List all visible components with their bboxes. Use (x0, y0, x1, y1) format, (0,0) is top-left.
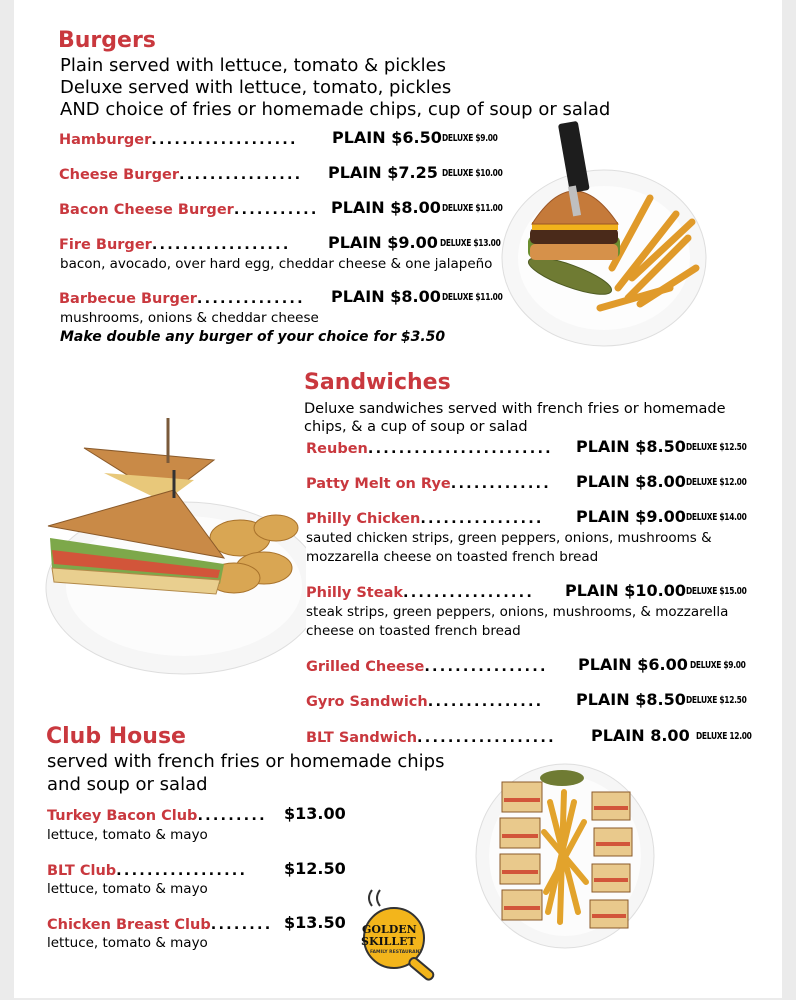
menu-item: BLT Sandwich.................. (306, 730, 556, 746)
item-plain-price: PLAIN $7.25 (328, 163, 438, 182)
burgers-subtitle-3: AND choice of fries or homemade chips, cup of soup or salad (60, 99, 611, 120)
item-name: Reuben (306, 441, 368, 457)
item-deluxe-price: DELUXE $12.00 (686, 477, 747, 488)
item-name: Cheese Burger (59, 167, 180, 183)
item-plain-price: PLAIN $8.50 (576, 690, 686, 709)
menu-item: Cheese Burger................ (59, 167, 303, 183)
item-name: Fire Burger (59, 237, 152, 253)
menu-page (14, 0, 782, 998)
menu-item: Fire Burger.................. (59, 237, 291, 253)
item-deluxe-price: DELUXE 12.00 (696, 731, 752, 742)
item-name: Bacon Cheese Burger (59, 202, 234, 218)
item-name: Chicken Breast Club (47, 917, 211, 933)
menu-item: BLT Club................. (47, 863, 248, 879)
item-deluxe-price: DELUXE $11.00 (442, 292, 503, 303)
item-description: lettuce, tomato & mayo (47, 827, 208, 843)
item-price: $13.50 (284, 913, 346, 932)
item-deluxe-price: DELUXE $10.00 (442, 168, 503, 179)
item-deluxe-price: DELUXE $9.00 (442, 133, 498, 144)
item-description: steak strips, green peppers, onions, mushrooms, & mozzarella (306, 604, 729, 620)
item-plain-price: PLAIN $9.00 (576, 507, 686, 526)
burgers-subtitle-2: Deluxe served with lettuce, tomato, pickles (60, 77, 452, 98)
menu-item: Hamburger................... (59, 132, 298, 148)
logo-line-1: GOLDEN (362, 923, 417, 936)
item-plain-price: PLAIN $8.00 (331, 198, 441, 217)
item-name: Philly Chicken (306, 511, 421, 527)
sandwiches-subtitle-2: chips, & a cup of soup or salad (304, 419, 528, 435)
burgers-subtitle-1: Plain served with lettuce, tomato & pickles (60, 55, 447, 76)
item-plain-price: PLAIN $8.50 (576, 437, 686, 456)
menu-item: Philly Chicken................ (306, 511, 544, 527)
item-price: $13.00 (284, 804, 346, 823)
item-name: Hamburger (59, 132, 152, 148)
menu-item: Barbecue Burger.............. (59, 291, 305, 307)
item-description: sauted chicken strips, green peppers, onions, mushrooms & (306, 530, 712, 546)
clubhouse-title: Club House (46, 724, 186, 749)
item-name: Turkey Bacon Club (47, 808, 198, 824)
item-description: lettuce, tomato & mayo (47, 935, 208, 951)
club-photo (474, 762, 656, 950)
item-name: BLT Sandwich (306, 730, 418, 746)
menu-item: Chicken Breast Club........ (47, 917, 273, 933)
item-deluxe-price: DELUXE $13.00 (440, 238, 501, 249)
menu-item: Bacon Cheese Burger........... (59, 202, 319, 218)
item-plain-price: PLAIN $8.00 (331, 287, 441, 306)
golden-skillet-logo (358, 888, 438, 992)
item-name: Gyro Sandwich (306, 694, 428, 710)
item-deluxe-price: DELUXE $12.50 (686, 695, 747, 706)
burger-photo (500, 118, 710, 350)
item-description: lettuce, tomato & mayo (47, 881, 208, 897)
item-deluxe-price: DELUXE $11.00 (442, 203, 503, 214)
item-description: mushrooms, onions & cheddar cheese (60, 310, 319, 326)
clubhouse-subtitle-1: served with french fries or homemade chips (47, 751, 445, 772)
sandwiches-subtitle-1: Deluxe sandwiches served with french fries or homemade (304, 401, 726, 417)
menu-item: Grilled Cheese................ (306, 659, 548, 675)
item-name: Barbecue Burger (59, 291, 197, 307)
sandwich-photo (44, 418, 306, 676)
logo-tagline: FAMILY RESTAURANT (370, 950, 423, 955)
item-name: Philly Steak (306, 585, 403, 601)
clubhouse-subtitle-2: and soup or salad (47, 774, 208, 795)
menu-item: Patty Melt on Rye............. (306, 476, 551, 492)
item-plain-price: PLAIN $6.50 (332, 128, 442, 147)
item-plain-price: PLAIN 8.00 (591, 726, 690, 745)
item-plain-price: PLAIN $8.00 (576, 472, 686, 491)
item-name: Patty Melt on Rye (306, 476, 451, 492)
item-plain-price: PLAIN $10.00 (565, 581, 686, 600)
sandwiches-title: Sandwiches (304, 370, 451, 395)
burgers-title: Burgers (58, 28, 156, 53)
double-burger-note: Make double any burger of your choice for $3.50 (60, 329, 446, 345)
item-plain-price: PLAIN $6.00 (578, 655, 688, 674)
menu-item: Reuben........................ (306, 441, 553, 457)
menu-item: Philly Steak................. (306, 585, 535, 601)
logo-line-2: SKILLET (361, 935, 416, 948)
menu-item: Turkey Bacon Club......... (47, 808, 267, 824)
item-plain-price: PLAIN $9.00 (328, 233, 438, 252)
item-deluxe-price: DELUXE $15.00 (686, 586, 747, 597)
item-name: BLT Club (47, 863, 117, 879)
item-deluxe-price: DELUXE $14.00 (686, 512, 747, 523)
item-description: mozzarella cheese on toasted french bread (306, 549, 599, 565)
item-deluxe-price: DELUXE $9.00 (690, 660, 746, 671)
item-description: cheese on toasted french bread (306, 623, 521, 639)
item-price: $12.50 (284, 859, 346, 878)
item-deluxe-price: DELUXE $12.50 (686, 442, 747, 453)
item-name: Grilled Cheese (306, 659, 425, 675)
menu-item: Gyro Sandwich............... (306, 694, 544, 710)
item-description: bacon, avocado, over hard egg, cheddar cheese & one jalapeño (60, 256, 493, 272)
